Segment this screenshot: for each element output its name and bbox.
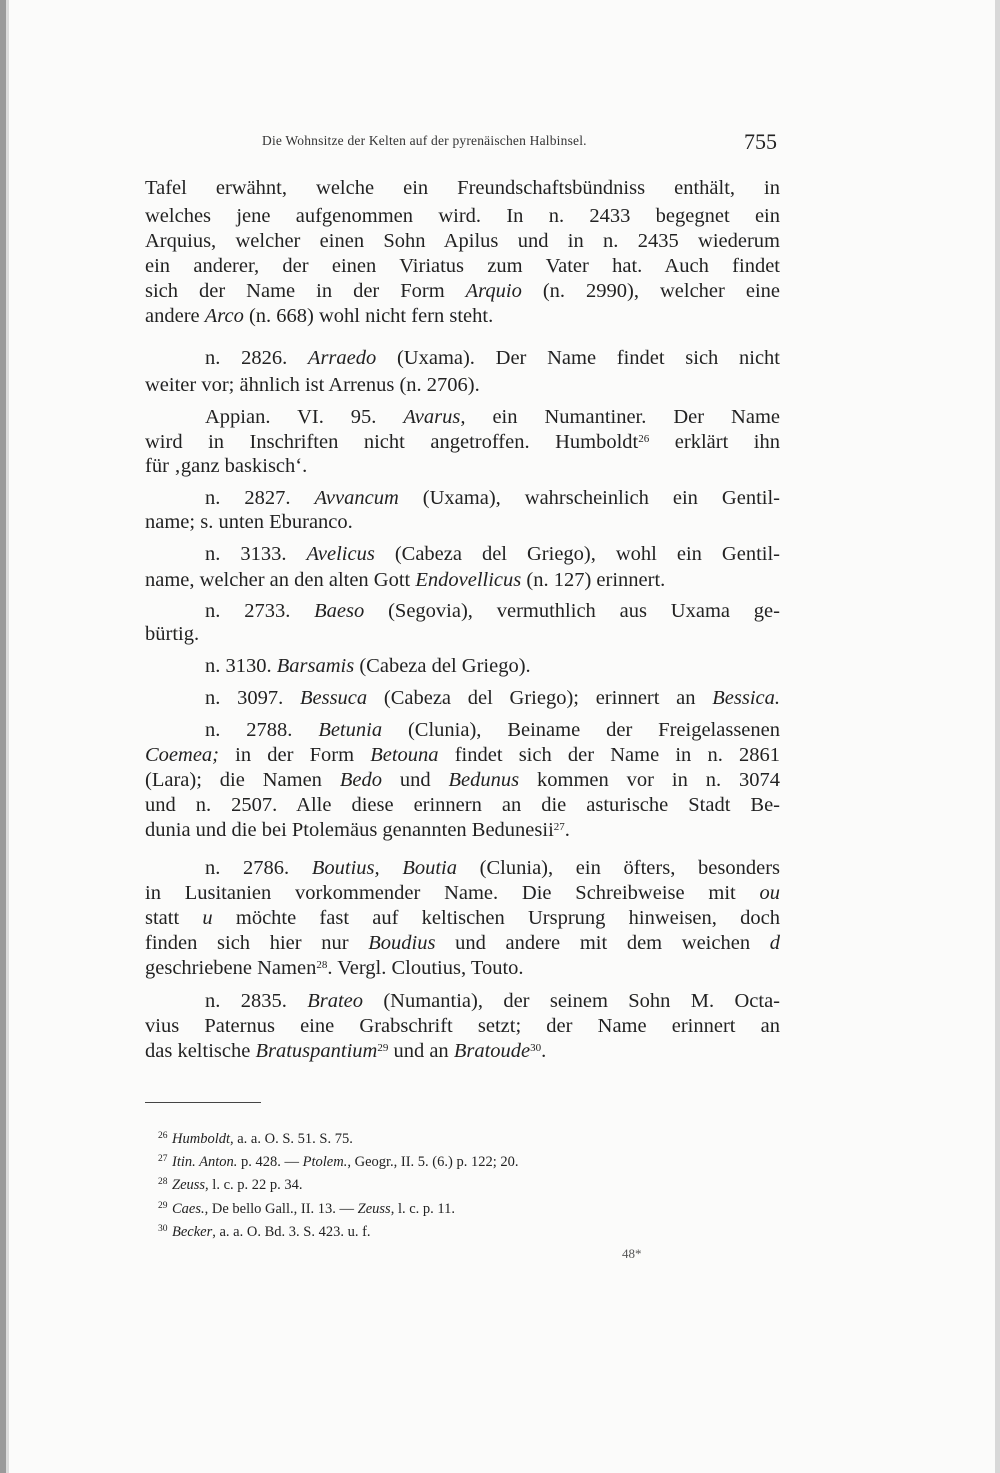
text-run: n. 3097.: [205, 687, 300, 709]
text-run: für ‚ganz baskisch‘.: [145, 455, 308, 477]
text-run: (Numantia), der seinem Sohn M. Octa-: [363, 990, 780, 1012]
scan-edge-right: [995, 0, 1000, 1473]
italic-term: Avvancum: [314, 487, 399, 509]
text-run: , De bello Gall., II. 13. —: [204, 1201, 358, 1217]
footnote: [158, 1130, 353, 1148]
text-run: und an: [388, 1040, 454, 1062]
italic-term: Itin. Anton.: [172, 1154, 238, 1170]
text-run: vius Paternus eine Grabschrift setzt; der Name erinnert an: [145, 1015, 780, 1037]
text-run: n. 2826.: [205, 347, 308, 369]
text-run: (Uxama). Der Name findet sich nicht: [376, 347, 780, 369]
text-run: und andere mit dem weichen: [435, 932, 770, 954]
italic-term: Arco: [204, 305, 244, 327]
footnote-number: 29: [158, 1201, 168, 1211]
text-run: und: [381, 769, 449, 791]
text-line: [205, 486, 780, 510]
text-run: p. 428. —: [237, 1154, 303, 1170]
italic-term: Barsamis: [276, 655, 355, 677]
text-line: [145, 279, 780, 303]
italic-term: Baeso: [314, 600, 365, 622]
text-run: in Lusitanien vorkommender Name. Die Schreibweise mit: [145, 882, 760, 904]
footnote: [158, 1153, 519, 1171]
italic-term: Bedo: [339, 769, 382, 791]
text-run: dunia und die bei Ptolemäus genannten Bedunesii: [145, 819, 554, 841]
text-run: (Clunia), Beiname der Freigelassenen: [382, 719, 780, 741]
text-line: [145, 818, 780, 842]
italic-term: Brateo: [307, 990, 363, 1012]
text-run: , Geogr., II. 5. (6.) p. 122; 20.: [347, 1154, 519, 1170]
text-run: in der Form: [219, 744, 371, 766]
text-line: [145, 906, 780, 930]
text-line: [145, 204, 780, 228]
italic-term: ou: [759, 882, 780, 904]
text-run: Arquius, welcher einen Sohn Apilus und in n. 2435 wiederum: [145, 230, 780, 252]
italic-term: Bessuca: [299, 687, 368, 709]
italic-term: Coemea;: [145, 744, 220, 766]
text-run: .: [564, 819, 570, 841]
scan-edge-shadow: [6, 0, 9, 1473]
text-line: [205, 686, 780, 710]
text-run: (Clunia), ein öfters, besonders: [457, 857, 780, 879]
footnote-rule: [145, 1102, 261, 1103]
text-run: , l. c. p. 22 p. 34.: [205, 1177, 303, 1193]
text-run: findet sich der Name in n. 2861: [438, 744, 780, 766]
page-number: 755: [744, 129, 777, 154]
text-line: [205, 654, 780, 678]
signature-mark: 48*: [622, 1246, 642, 1261]
text-run: wird in Inschriften nicht angetroffen. Humboldt: [145, 431, 639, 453]
text-run: (n. 127) erinnert.: [521, 569, 666, 591]
footnote-ref: 28: [316, 959, 328, 971]
italic-term: Zeuss: [172, 1177, 206, 1193]
text-run: und n. 2507. Alle diese erinnern an die asturische Stadt Be-: [145, 794, 780, 816]
text-run: Appian. VI. 95.: [205, 406, 404, 428]
text-run: n. 2786.: [205, 857, 312, 879]
text-line: [145, 510, 780, 534]
running-head: Die Wohnsitze der Kelten auf der pyrenäischen Halbinsel.: [262, 133, 587, 148]
text-run: kommen vor in n. 3074: [519, 769, 781, 791]
text-run: , a. a. O. Bd. 3. S. 423. u. f.: [212, 1224, 371, 1240]
italic-term: Avelicus: [306, 543, 375, 565]
italic-term: Arraedo: [307, 347, 377, 369]
italic-term: Bratoude: [453, 1040, 531, 1062]
text-run: (Lara); die Namen: [145, 769, 340, 791]
italic-term: Endovellicus: [415, 569, 522, 591]
text-line: [145, 1014, 780, 1038]
text-run: ein Numantiner. Der Name: [465, 406, 780, 428]
text-line: [145, 373, 780, 397]
italic-term: Zeuss: [357, 1201, 391, 1217]
text-run: (Uxama), wahrscheinlich ein Gentil-: [398, 487, 781, 509]
text-line: [145, 768, 780, 792]
text-run: weiter vor; ähnlich ist Arrenus (n. 2706).: [145, 374, 480, 396]
italic-term: Boutius, Boutia: [311, 857, 457, 879]
text-run: ein anderer, der einen Viriatus zum Vater hat. Auch findet: [145, 255, 780, 277]
text-line: [145, 881, 780, 905]
text-run: n. 2733.: [205, 600, 315, 622]
footnote-number: 30: [158, 1224, 168, 1234]
text-run: name; s. unten Eburanco.: [145, 511, 353, 533]
italic-term: Ptolem.: [302, 1154, 348, 1170]
footnote-ref: 26: [638, 433, 650, 445]
text-run: bürtig.: [145, 623, 200, 645]
text-line: [205, 346, 780, 370]
text-run: n. 3130.: [205, 655, 277, 677]
italic-term: Caes.: [172, 1201, 205, 1217]
text-line: [205, 856, 780, 880]
text-line: [145, 622, 780, 646]
text-run: (Segovia), vermuthlich aus Uxama ge-: [364, 600, 780, 622]
text-line: [145, 254, 780, 278]
footnote: [158, 1223, 371, 1241]
text-run: finden sich hier nur: [145, 932, 369, 954]
text-run: n. 2835.: [205, 990, 308, 1012]
italic-term: Humboldt: [172, 1131, 230, 1147]
text-run: statt: [145, 907, 203, 929]
text-line: [145, 743, 780, 767]
text-line: [205, 599, 780, 623]
text-run: möchte fast auf keltischen Ursprung hinweisen, doch: [212, 907, 780, 929]
footnote-number: 27: [158, 1154, 168, 1164]
text-line: [145, 956, 780, 980]
text-line: [145, 1039, 780, 1063]
text-line: [145, 229, 780, 253]
italic-term: Arquio: [465, 280, 522, 302]
footnote-number: 28: [158, 1177, 168, 1187]
italic-term: Betouna: [370, 744, 439, 766]
text-run: n. 2788.: [205, 719, 319, 741]
text-line: [205, 989, 780, 1013]
text-run: name, welcher an den alten Gott: [145, 569, 416, 591]
text-run: geschriebene Namen: [145, 957, 317, 979]
italic-term: u: [202, 907, 213, 929]
text-run: welches jene aufgenommen wird. In n. 2433 begegnet ein: [145, 205, 780, 227]
text-run: (Cabeza del Griego).: [354, 655, 531, 677]
text-line: [205, 405, 780, 429]
text-run: n. 3133.: [205, 543, 307, 565]
text-line: [145, 931, 780, 955]
text-run: (Cabeza del Griego); erinnert an: [367, 687, 713, 709]
footnote-ref: 29: [377, 1042, 389, 1054]
text-line: [145, 568, 780, 592]
text-run: Tafel erwähnt, welche ein Freundschaftsbündniss enthält, in: [145, 177, 780, 199]
footnote: [158, 1176, 303, 1194]
text-run: , a. a. O. S. 51. S. 75.: [230, 1131, 353, 1147]
text-line: [205, 542, 780, 566]
text-run: . Vergl. Cloutius, Touto.: [327, 957, 524, 979]
text-run: , l. c. p. 11.: [390, 1201, 456, 1217]
text-run: (n. 668) wohl nicht fern steht.: [243, 305, 494, 327]
text-run: erklärt ihn: [649, 431, 780, 453]
text-run: (Cabeza del Griego), wohl ein Gentil-: [374, 543, 780, 565]
italic-term: Bratuspantium: [255, 1040, 378, 1062]
italic-term: Betunia: [318, 719, 383, 741]
footnote-number: 26: [158, 1131, 168, 1141]
text-line: [145, 454, 780, 478]
footnote-ref: 27: [553, 821, 565, 833]
italic-term: Becker: [172, 1224, 213, 1240]
italic-term: Bessica.: [712, 687, 781, 709]
text-run: andere: [145, 305, 205, 327]
text-run: (n. 2990), welcher eine: [521, 280, 780, 302]
text-run: n. 2827.: [205, 487, 315, 509]
footnote-ref: 30: [530, 1042, 542, 1054]
italic-term: Avarus,: [403, 406, 466, 428]
italic-term: Bedunus: [448, 769, 520, 791]
text-line: [145, 304, 780, 328]
italic-term: d: [769, 932, 780, 954]
text-run: das keltische: [145, 1040, 256, 1062]
text-line: [145, 793, 780, 817]
text-line: [205, 718, 780, 742]
text-run: sich der Name in der Form: [145, 280, 466, 302]
text-line: [145, 176, 780, 200]
footnote: [158, 1200, 456, 1218]
italic-term: Boudius: [368, 932, 436, 954]
text-run: .: [541, 1040, 547, 1062]
text-line: [145, 430, 780, 454]
